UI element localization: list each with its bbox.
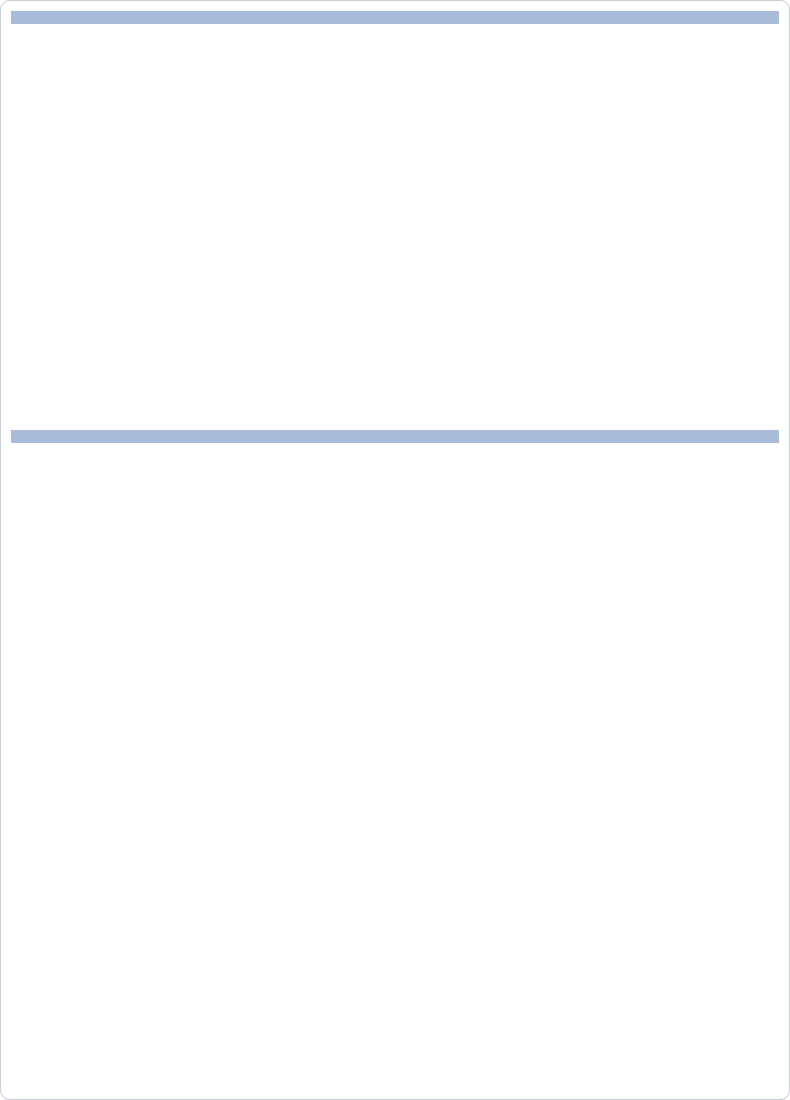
chart-cell-electrical-endurance — [267, 467, 519, 686]
mounting-diagram-grid — [1, 52, 789, 390]
chart-cell-coil-temperature — [527, 467, 779, 686]
section-bar-outline — [11, 11, 779, 24]
diagram-cell — [395, 52, 789, 193]
diagram-cell — [395, 249, 789, 390]
mounting-diagram-svg — [39, 255, 358, 390]
diagram-cell — [1, 52, 395, 193]
coil-temperature-chart — [527, 477, 777, 673]
max-switching-power-chart — [7, 477, 257, 673]
section-bar-curves — [11, 430, 779, 443]
mounting-diagram-svg — [39, 58, 358, 193]
chart-cell-max-switching-power — [7, 467, 259, 686]
mounting-diagram-svg — [433, 255, 752, 390]
diagram-cell — [1, 249, 395, 390]
performance-charts-row — [1, 467, 789, 686]
mounting-diagram-svg — [433, 58, 752, 193]
electrical-endurance-chart — [267, 477, 517, 673]
